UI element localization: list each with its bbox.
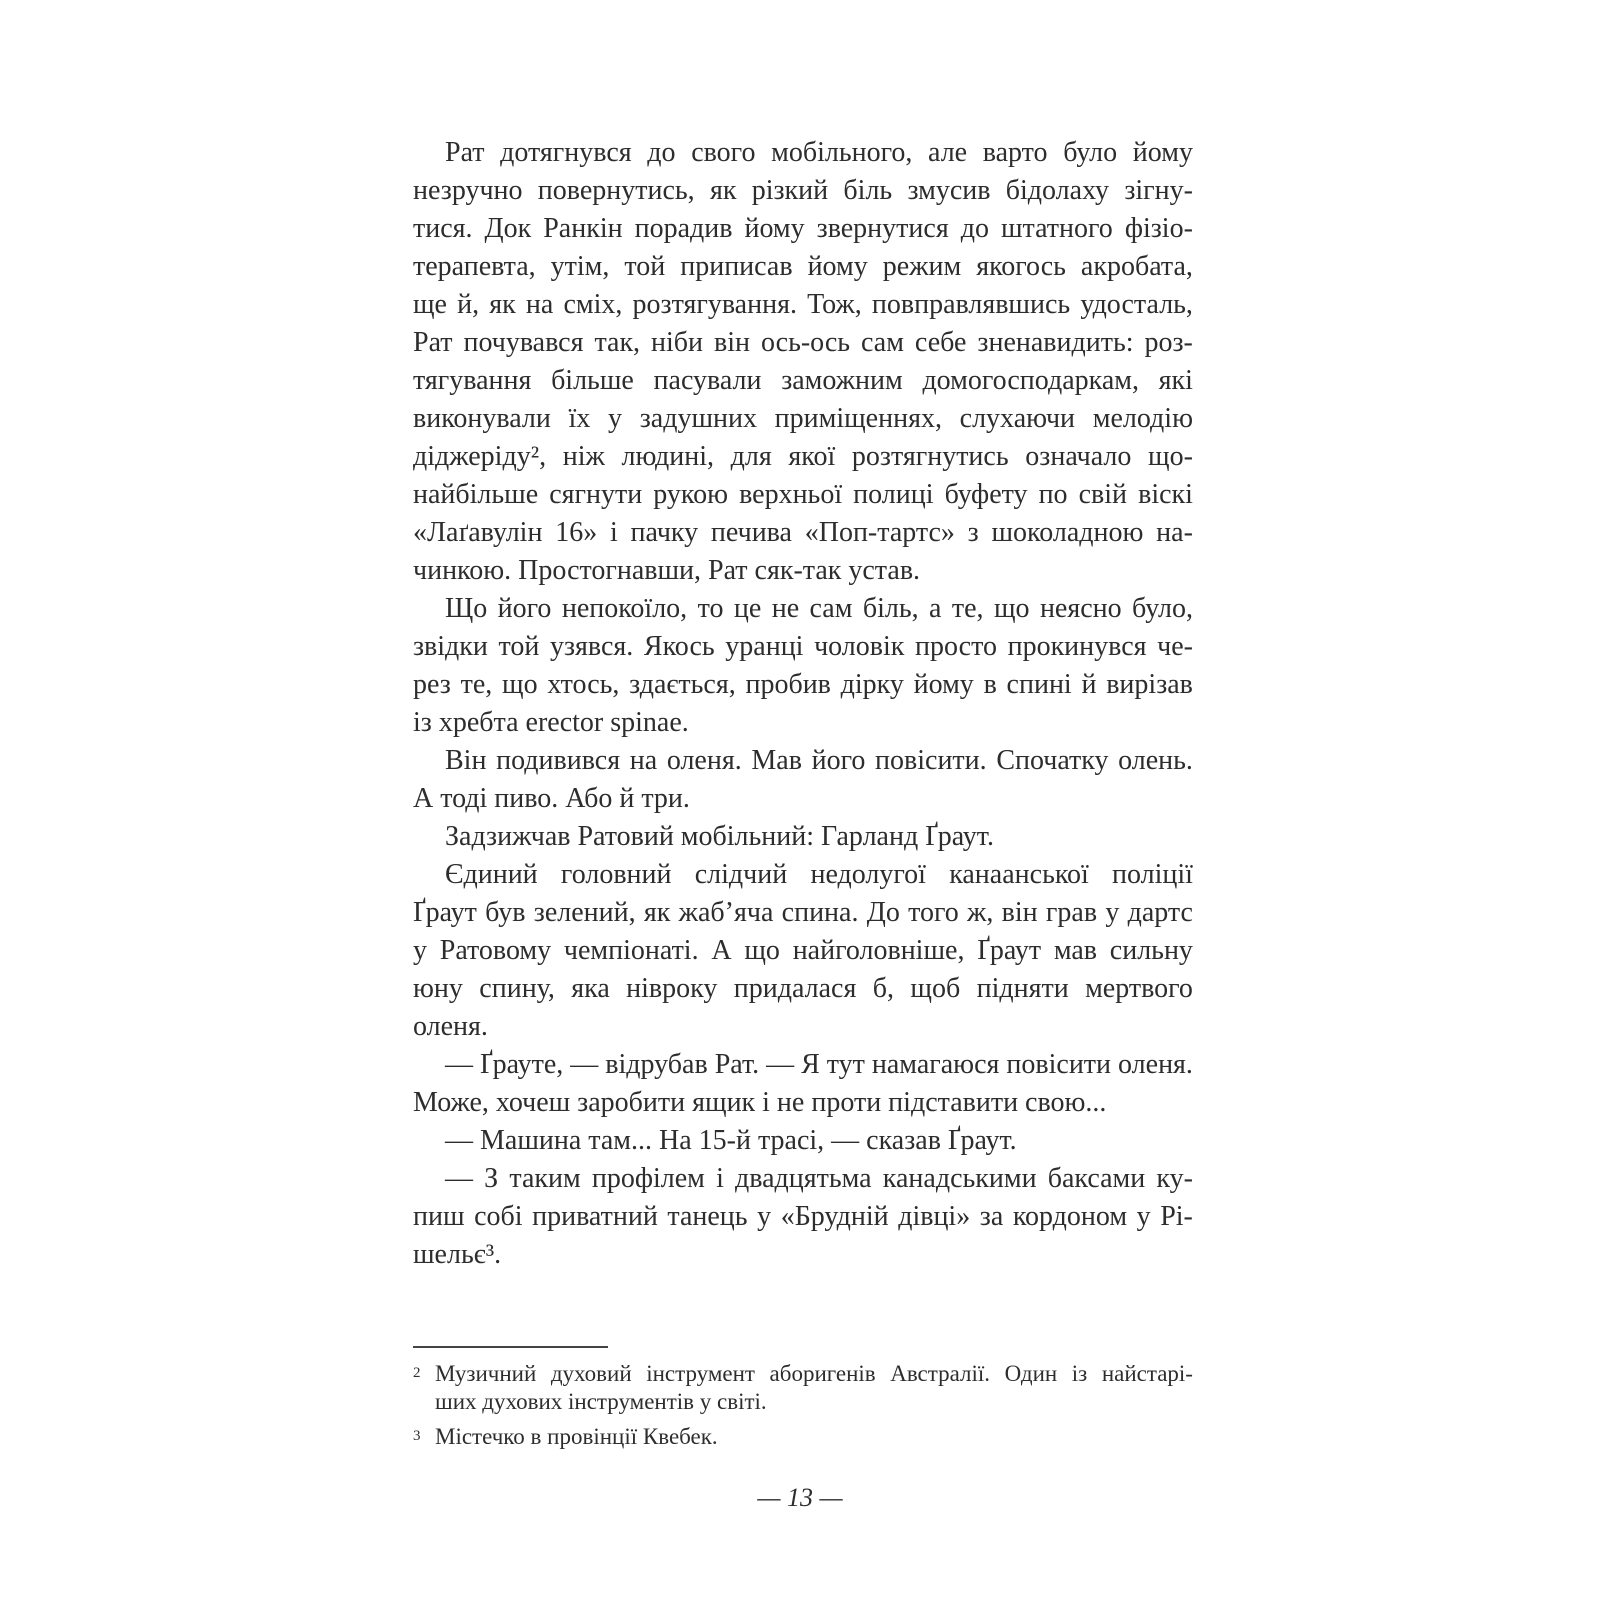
text-line: А тоді пиво. Або й три. <box>413 783 690 814</box>
text-line: оленя. <box>413 1011 488 1042</box>
text-line: — Ґрауте, — відрубав Рат. — Я тут намагаюся повісити оленя. <box>445 1049 1193 1080</box>
text-line: юну спину, яка нівроку придалася б, щоб підняти мертвого <box>413 973 1193 1004</box>
text-line: Він подивився на оленя. Мав його повісити. Спочатку олень. <box>445 745 1193 776</box>
text-line: Що його непокоїло, то це не сам біль, а те, що неясно було, <box>445 593 1193 624</box>
text-line: звідки той узявся. Якось уранці чоловік просто прокинувся че- <box>413 631 1193 662</box>
text-line: шельє³. <box>413 1239 502 1270</box>
paragraph <box>413 818 1193 856</box>
text-line: із хребта erector spinae. <box>413 707 689 738</box>
text-line: виконували їх у задушних приміщеннях, слухаючи мелодію <box>413 403 1193 434</box>
text-line: Може, хочеш заробити ящик і не проти підставити свою... <box>413 1087 1107 1118</box>
text-line: Рат почувався так, ніби він ось-ось сам себе зненавидить: роз- <box>413 327 1193 358</box>
text-line: ших духових інструментів у світі. <box>435 1389 767 1414</box>
footnote-list <box>413 1360 1193 1451</box>
footnote-item <box>413 1423 1193 1451</box>
footnote-text <box>435 1360 1193 1416</box>
footnotes <box>413 1346 1193 1458</box>
body-text <box>413 134 1193 1274</box>
text-line: Єдиний головний слідчий недолугої канаанської поліції <box>445 859 1193 890</box>
paragraph <box>413 590 1193 742</box>
paragraph <box>413 1046 1193 1122</box>
text-line: терапевта, утім, той приписав йому режим якогось акробата, <box>413 251 1193 282</box>
text-line: Рат дотягнувся до свого мобільного, але варто було йому <box>445 137 1193 168</box>
text-line: незручно повернутись, як різкий біль змусив бідолаху зігну- <box>413 175 1193 206</box>
text-line: найбільше сягнути рукою верхньої полиці буфету по свій віскі <box>413 479 1193 510</box>
text-line: Ґраут був зелений, як жаб’яча спина. До того ж, він грав у дартс <box>413 897 1193 928</box>
footnote-marker: 2 <box>413 1365 421 1381</box>
paragraph <box>413 1122 1193 1160</box>
text-line: ще й, як на сміх, розтягування. Тож, повправлявшись удосталь, <box>413 289 1193 320</box>
text-line: пиш собі приватний танець у «Брудній дівці» за кордоном у Рі- <box>413 1201 1193 1232</box>
footnote-marker: 3 <box>413 1428 421 1444</box>
text-line: у Ратовому чемпіонаті. А що найголовніше, Ґраут мав сильну <box>413 935 1193 966</box>
paragraph <box>413 1160 1193 1274</box>
text-line: — Машина там... На 15-й трасі, — сказав Ґраут. <box>445 1125 1017 1156</box>
text-line: тися. Док Ранкін порадив йому звернутися до штатного фізіо- <box>413 213 1193 244</box>
text-line: чинкою. Простогнавши, Рат сяк-так устав. <box>413 555 921 586</box>
text-line: рез те, що хтось, здається, пробив дірку йому в спині й вирізав <box>413 669 1193 700</box>
paragraph <box>413 134 1193 590</box>
page-number: — 13 — <box>757 1483 843 1512</box>
footnote-item <box>413 1360 1193 1416</box>
footnote-text <box>435 1423 1193 1451</box>
text-line: — З таким профілем і двадцятьма канадськими баксами ку- <box>445 1163 1193 1194</box>
text-line: Музичний духовий інструмент аборигенів Австралії. Один із найстарі- <box>435 1361 1193 1386</box>
paragraph <box>413 742 1193 818</box>
footnote-separator <box>413 1346 608 1348</box>
text-line: Задзижчав Ратовий мобільний: Гарланд Ґраут. <box>445 821 994 852</box>
text-line: «Лаґавулін 16» і пачку печива «Поп-тартс» з шоколадною на- <box>413 517 1193 548</box>
text-line: тягування більше пасували заможним домогосподаркам, які <box>413 365 1193 396</box>
text-line: діджеріду², ніж людині, для якої розтягнутись означало що- <box>413 441 1193 472</box>
text-line: Містечко в провінції Квебек. <box>435 1424 718 1449</box>
paragraph <box>413 856 1193 1046</box>
